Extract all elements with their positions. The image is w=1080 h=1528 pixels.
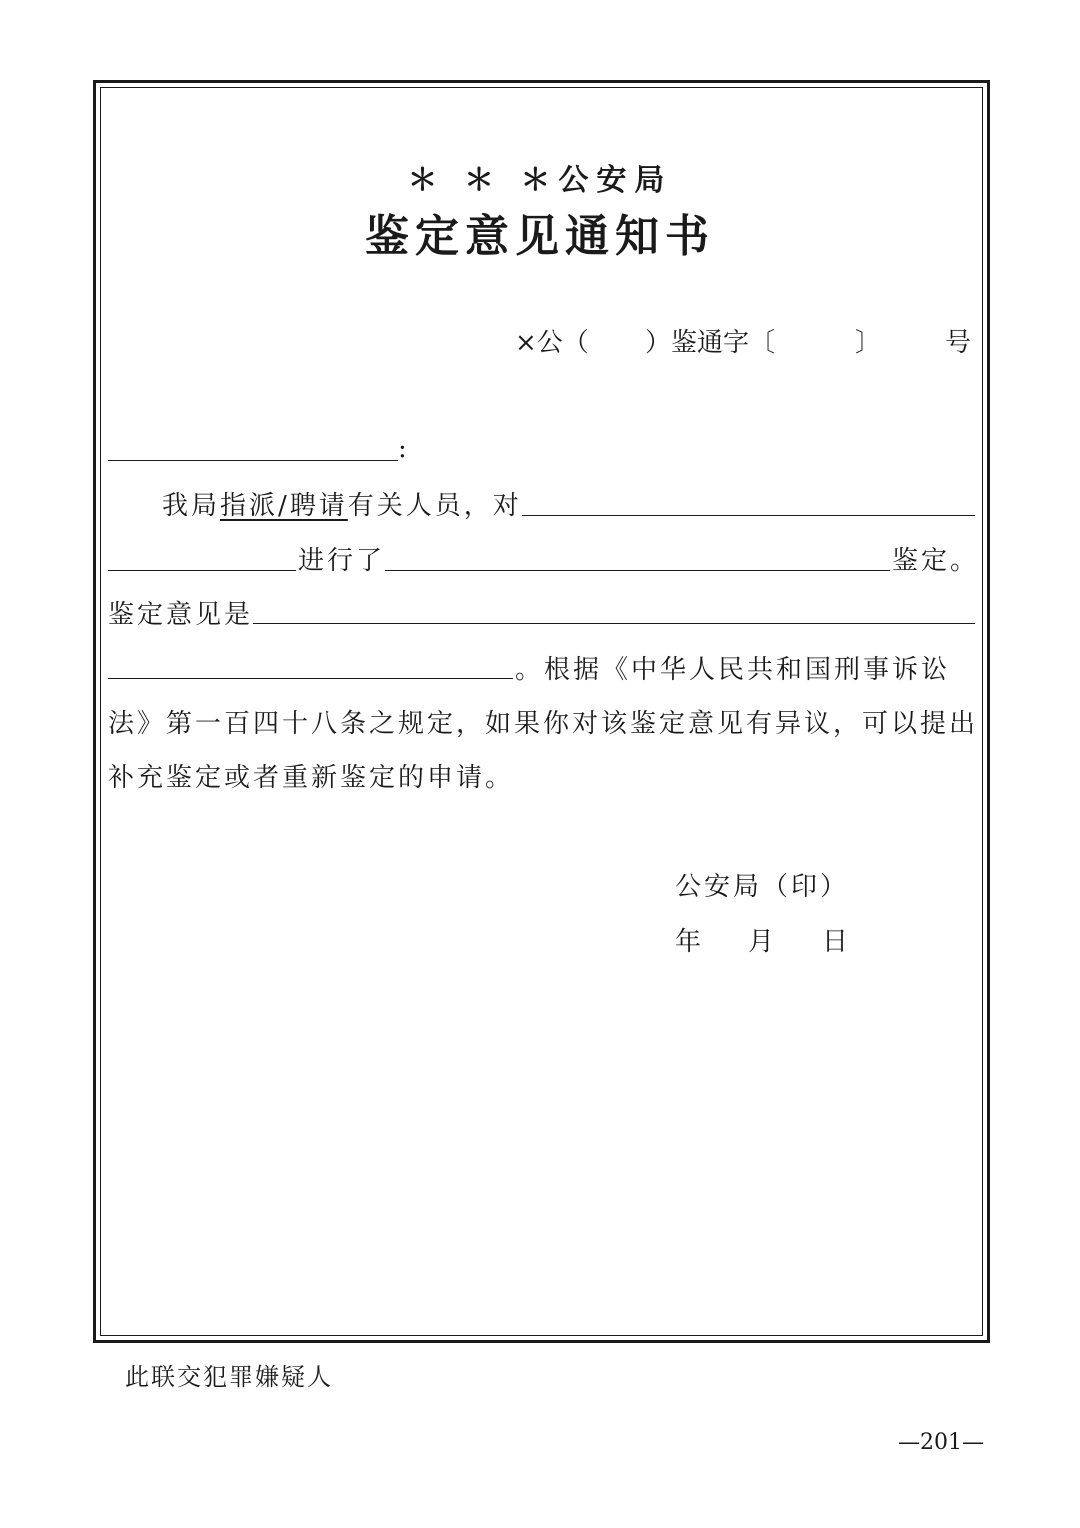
appraisal-opinion-blank[interactable] — [253, 623, 975, 624]
doc-number-prefix: ×公（ — [515, 328, 589, 358]
copy-recipient-note: 此联交犯罪嫌疑人 — [125, 1363, 333, 1391]
line4-suffix: 。根据《中华人民共和国刑事诉讼 — [515, 655, 951, 685]
doc-number-suffix: 号 — [945, 328, 972, 358]
doc-number-middle: ）鉴通字〔 — [645, 328, 776, 358]
recipient-blank[interactable] — [108, 460, 398, 461]
doc-number-close: 〕 — [855, 328, 882, 358]
appraisal-opinion-blank-continued[interactable] — [108, 678, 513, 679]
line5-text: 法》第一百四十八条之规定，如果你对该鉴定意见有异议，可以提出 — [108, 709, 979, 739]
seal-label: 公安局（印） — [675, 872, 850, 902]
appraisal-type-blank[interactable] — [385, 570, 890, 571]
agency-name: ＊ ＊ ＊公安局 — [407, 163, 673, 198]
appoint-options: 指派/聘请 — [220, 491, 348, 521]
recipient-colon: : — [398, 434, 410, 464]
line1-suffix: 有关人员，对 — [347, 491, 522, 521]
date-month: 月 — [748, 927, 778, 957]
subject-blank[interactable] — [522, 515, 975, 516]
line2-end: 鉴定。 — [892, 546, 980, 576]
line3-prefix: 鉴定意见是 — [108, 600, 254, 630]
line2-mid: 进行了 — [298, 546, 386, 576]
line1-prefix: 我局 — [162, 491, 221, 521]
date-day: 日 — [822, 927, 852, 957]
document-title: 鉴定意见通知书 — [365, 211, 715, 262]
line6-text: 补充鉴定或者重新鉴定的申请。 — [108, 763, 515, 793]
date-year: 年 — [675, 927, 705, 957]
paragraph-line-1 — [162, 485, 522, 522]
page-number: —201— — [898, 1430, 984, 1455]
subject-blank-continued[interactable] — [108, 570, 296, 571]
